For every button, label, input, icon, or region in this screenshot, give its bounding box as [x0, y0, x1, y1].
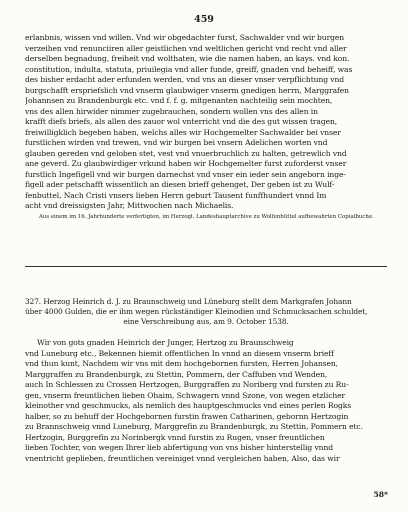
page-number: 459 — [194, 14, 214, 25]
text-line: figell ader petschafft wissentlich an diesen brieff gehenget, Der geben ist zu Wulf- — [25, 180, 335, 189]
heading-line-3: eine Verschreibung aus, am 9. October 1538. — [123, 317, 289, 326]
text-line: acht vnd dreissigsten Jahr, Mittwochen nach Michaelis. — [25, 201, 234, 210]
text-line: des bisher erdacht ader erfunden werden, vnd vns an dieser vnser verpflichtung vnd — [25, 75, 345, 84]
text-line: furstlichen wirden vnd trewen, vnd wir burgen bei vnsern Adelichen worten vnd — [25, 138, 328, 147]
signature-mark: 58* — [373, 490, 388, 499]
top-paragraph — [25, 33, 387, 221]
heading-line-1: 327. Herzog Heinrich d. J. zu Braunschweig und Lüneburg stellt dem Markgrafen Johann — [25, 297, 352, 306]
source-footnote: Aus einem im 16. Jahrhunderte verfertigten, im Herzogl. Landeshauptarchive zu Wolfenbüttel aufbewahrten Copialbuche. — [39, 213, 374, 220]
text-line: vns des allen hirwider nimmer zugebrauchen, sondern wollen vns des allen in — [25, 106, 318, 116]
text-line: verzeihen vnd renunciiren aller geistlichen vnd weltlichen gericht vnd recht vnd aller — [25, 43, 347, 53]
text-line: zu Brannschweig vnnd Luneburg, Marggrefin zu Brandenburgk, zu Stettin, Pommern etc. — [25, 422, 363, 431]
text-line: gen, vnserm freuntlichen lieben Ohaim, Schwagern vnnd Szone, von wegen etzlicher — [25, 390, 346, 400]
text-line: furstlich Ingefigell vnd wir burgen darnechst vnd vnser ein ieder sein angeborn inge- — [25, 169, 346, 179]
text-line: krafft diefs briefs, als allen des zauor wol vnterricht vnd die des gut wissen tragen, — [25, 117, 338, 126]
text-line: Marggraffen zu Brandenburgk, zu Stettin, Pommern, der Caffuben vnd Wenden, — [25, 369, 328, 379]
bottom-paragraph — [25, 338, 387, 464]
text-line: Johannsen zu Brandenburgk etc. vnd f. f. g. mitgenanten nachteilig sein mochten, — [25, 96, 333, 105]
text-line: vnd thun kunt, Nachdem wir vns mit dem hochgebornen fursten, Herren Johansen, — [25, 359, 338, 368]
text-line: vnentricht geplieben, freuntlichen vereiniget vnnd vergleichen haben, Also, das wir — [25, 453, 340, 463]
text-line: derselben begnadung, freiheit vnd wolthaten, wie die namen haben, an kays. vnd kon. — [25, 54, 350, 63]
text-line: lieben Tochter, von wegen Ihrer lieb abfertigung von vns bisher hinterstellig vnnd — [25, 443, 333, 452]
text-line: Hertzogin, Burggrefin zu Norinbergk vnnd furstin zu Rugen, vnser freuntlichen — [25, 432, 325, 442]
text-line: constitution, indulta, statuta, priuilegia vnd aller funde, greiff, gnaden vnd beheiff, was — [25, 64, 353, 74]
document-number: 327. — [25, 297, 42, 306]
text-line: glauben gereden vnd geloben stet, vest vnd vnuerbruchlich zu halten, getrewlich vnd — [25, 148, 347, 158]
text-line: fenbuttel, Nach Cristi vnsers lieben Herrn geburt Tausent funffhundert vnnd Im — [25, 190, 327, 200]
text-line: burgschafft erspriefslich vnd vnserm glaubwiger vnserm gnedigen herrn, Marggrafen — [25, 85, 349, 95]
text-line: Wir von gots gnaden Heinrich der Junger, Hertzog zu Braunschweig — [37, 338, 294, 347]
text-line: ane geverd. Zu glaubwirdiger vrkund haben wir Hochgemelter furst zuforderst vnser — [25, 159, 347, 168]
section-divider — [25, 266, 387, 267]
text-line: vnd Luneburg etc., Bekennen hiemit offentlichen In vnnd an diesem vnserm brieff — [25, 348, 334, 358]
text-line: halber, so zu behuff der Hochgebornen furstin frawen Catharinen, gebornn Hertzogin — [25, 411, 349, 421]
text-line: freiwilligklich begeben haben, welchs alles wir Hochgemelter Sachwalder bei vnser — [25, 127, 341, 137]
text-line: erlanbnis, wissen vnd willen. Vnd wir obgedachter furst, Sachwalder vnd wir burgen — [25, 33, 345, 42]
document-heading — [25, 297, 387, 327]
text-line: auch In Schlessen zu Crossen Hertzogen, Burggraffen zu Noriberg vnd fursten zu Ru- — [25, 380, 349, 389]
text-line: kleinother vnd geschmucks, als nemlich des hauptgeschmucks vnd eines perlen Rogks — [25, 401, 352, 410]
heading-line-2: über 4000 Gulden, die er ihm wegen rückständiger Kleinodien und Schmucksachen schuldet, — [25, 307, 368, 316]
